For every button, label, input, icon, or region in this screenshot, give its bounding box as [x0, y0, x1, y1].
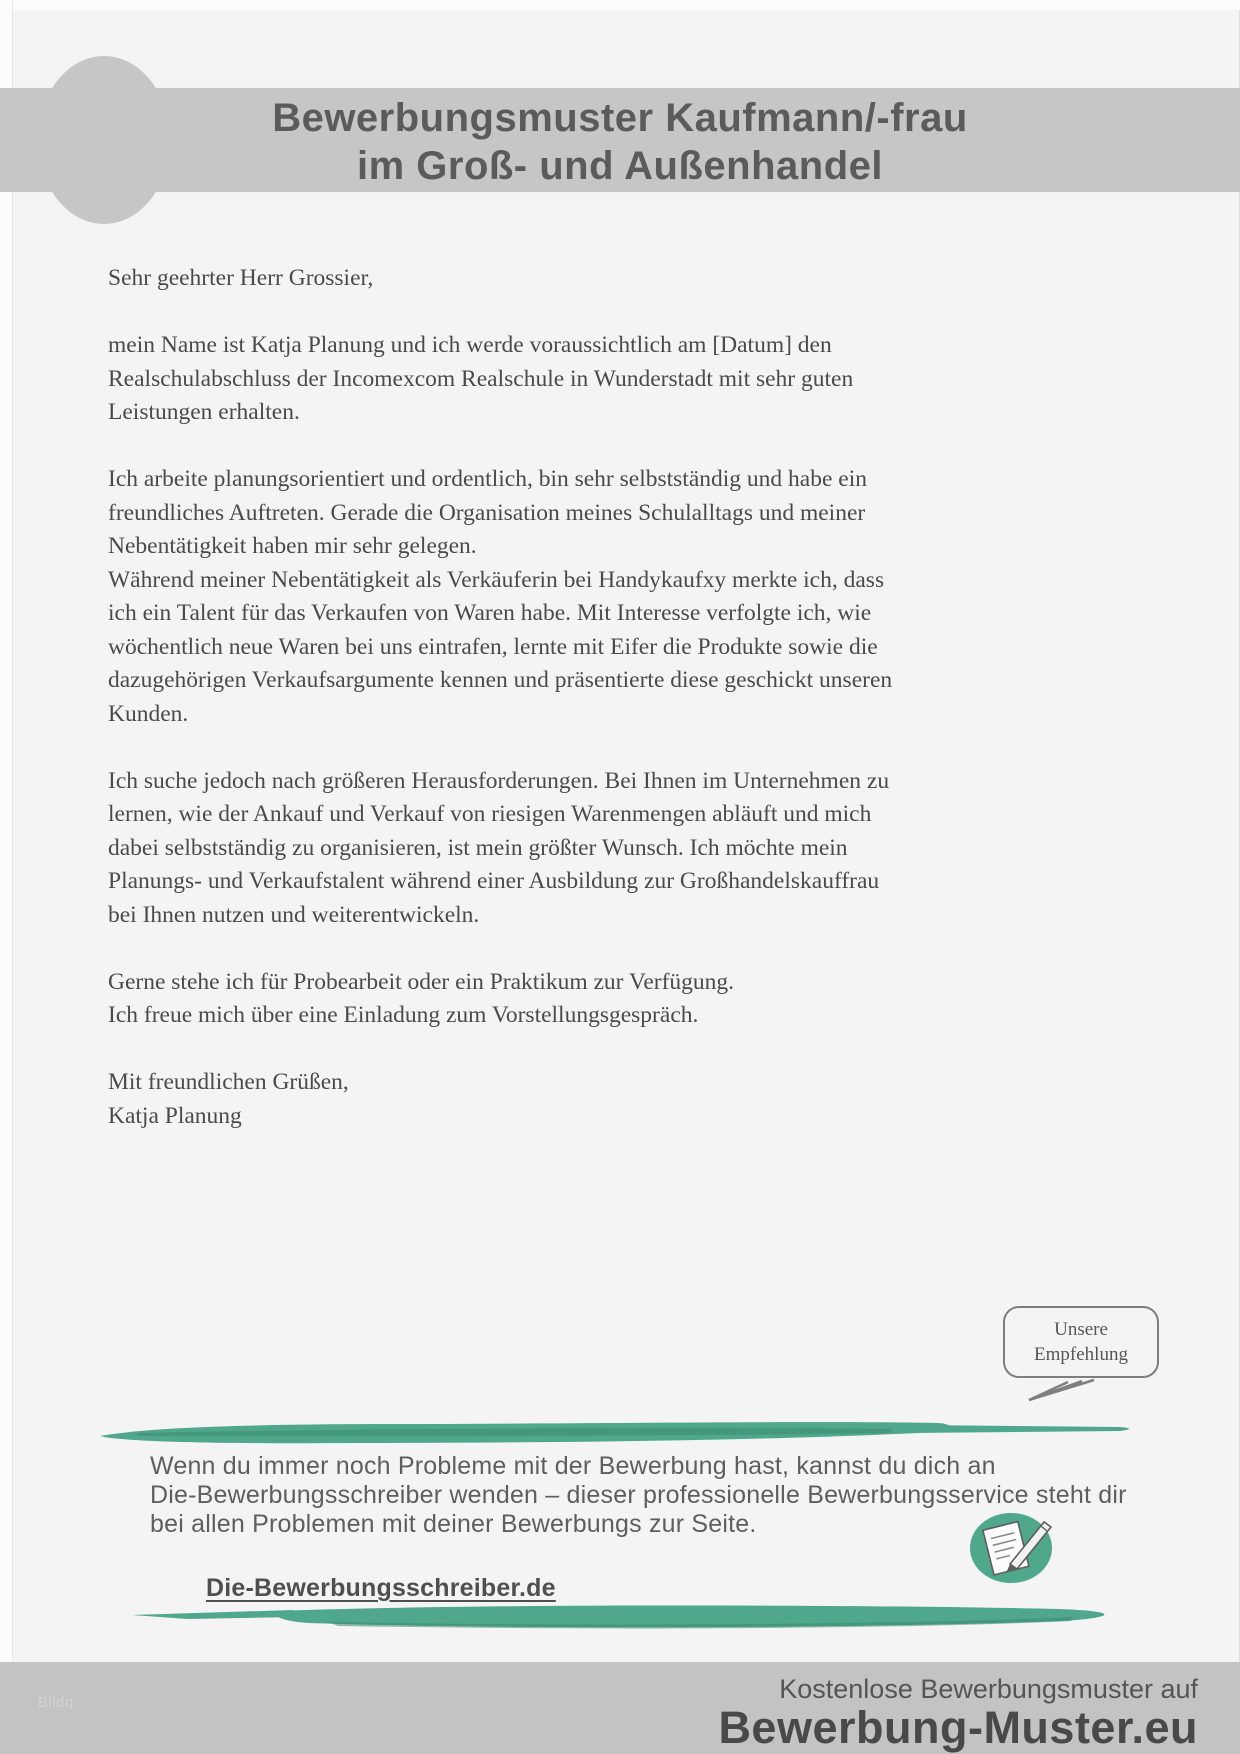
letter-line: freundliches Auftreten. Gerade die Organisation meines Schulalltags und meiner: [108, 499, 866, 526]
letter-line: Ich freue mich über eine Einladung zum Vorstellungsgespräch.: [108, 1002, 699, 1028]
footer-band: [0, 1662, 1240, 1754]
letter-body: [108, 262, 1178, 1133]
promo-line: Die-Bewerbungsschreiber wenden – dieser professionelle Bewerbungsservice steht dir: [150, 1481, 1127, 1509]
letter-paragraph: [108, 329, 1178, 430]
letter-line: Sehr geehrter Herr Grossier,: [108, 265, 374, 291]
footer-tagline: Kostenlose Bewerbungsmuster auf: [779, 1674, 1198, 1704]
letter-paragraph: [108, 463, 1178, 731]
letter-line: mein Name ist Katja Planung und ich werde voraussichtlich am [Datum] den: [108, 332, 832, 358]
recommendation-bubble: [1003, 1306, 1159, 1378]
page-edge-top: [0, 0, 1240, 10]
letter-line: Kunden.: [108, 700, 189, 727]
brush-stroke-bottom: [128, 1598, 1148, 1636]
page-title-line1: Bewerbungsmuster Kaufmann/-frau: [272, 96, 968, 140]
page-title: [0, 94, 1240, 190]
letter-line: dabei selbstständig zu organisieren, ist mein größter Wunsch. Ich möchte mein: [108, 834, 848, 861]
page-title-line2: im Groß- und Außenhandel: [356, 144, 884, 188]
letter-line: ich ein Talent für das Verkaufen von Waren habe. Mit Interesse verfolgte ich, wie: [108, 600, 872, 626]
brush-stroke-top: [92, 1414, 1142, 1450]
letter-line: wöchentlich neue Waren bei uns eintrafen, lernte mit Eifer die Produkte sowie die: [108, 633, 878, 660]
letter-line: Nebentätigkeit haben mir sehr gelegen.: [108, 533, 477, 559]
letter-line: lernen, wie der Ankauf und Verkauf von riesigen Warenmengen abläuft und mich: [108, 801, 872, 827]
letter-line: Leistungen erhalten.: [108, 399, 300, 425]
promo-line: Wenn du immer noch Probleme mit der Bewerbung hast, kannst du dich an: [150, 1452, 996, 1480]
letter-paragraph: [108, 1066, 1178, 1133]
page-edge-left: [0, 0, 13, 1754]
letter-paragraph: [108, 966, 1178, 1033]
letter-line: Mit freundlichen Grüßen,: [108, 1069, 349, 1095]
letter-line: Realschulabschluss der Incomexcom Realschule in Wunderstadt mit sehr guten: [108, 365, 854, 392]
letter-paragraph: [108, 765, 1178, 933]
letter-paragraph: [108, 262, 1178, 296]
letter-line: Planungs- und Verkaufstalent während einer Ausbildung zur Großhandelskauffrau: [108, 868, 880, 894]
footer-watermark: Bildq: [38, 1694, 74, 1711]
recommendation-bubble-line1: Unsere: [1054, 1319, 1108, 1340]
promo-line: bei allen Problemen mit deiner Bewerbungs zur Seite.: [150, 1510, 757, 1538]
letter-line: Ich suche jedoch nach größeren Herausforderungen. Bei Ihnen im Unternehmen zu: [108, 767, 890, 794]
letter-line: dazugehörigen Verkaufsargumente kennen und präsentierte diese geschickt unseren: [108, 667, 893, 693]
letter-line: bei Ihnen nutzen und weiterentwickeln.: [108, 901, 480, 928]
pen-paper-icon: [964, 1508, 1058, 1588]
recommendation-bubble-line2: Empfehlung: [1034, 1344, 1128, 1365]
speech-bubble-tail-icon: [1024, 1378, 1100, 1404]
letter-line: Ich arbeite planungsorientiert und ordentlich, bin sehr selbstständig und habe ein: [108, 466, 867, 492]
die-bewerbungsschreiber-link[interactable]: Die-Bewerbungsschreiber.de: [206, 1574, 556, 1602]
promo-text: [150, 1452, 1127, 1539]
letter-line: Gerne stehe ich für Probearbeit oder ein Praktikum zur Verfügung.: [108, 968, 735, 995]
footer-brand: Bewerbung-Muster.eu: [718, 1702, 1198, 1753]
letter-line: Während meiner Nebentätigkeit als Verkäuferin bei Handykaufxy merkte ich, dass: [108, 566, 885, 593]
letter-line: Katja Planung: [108, 1102, 242, 1129]
